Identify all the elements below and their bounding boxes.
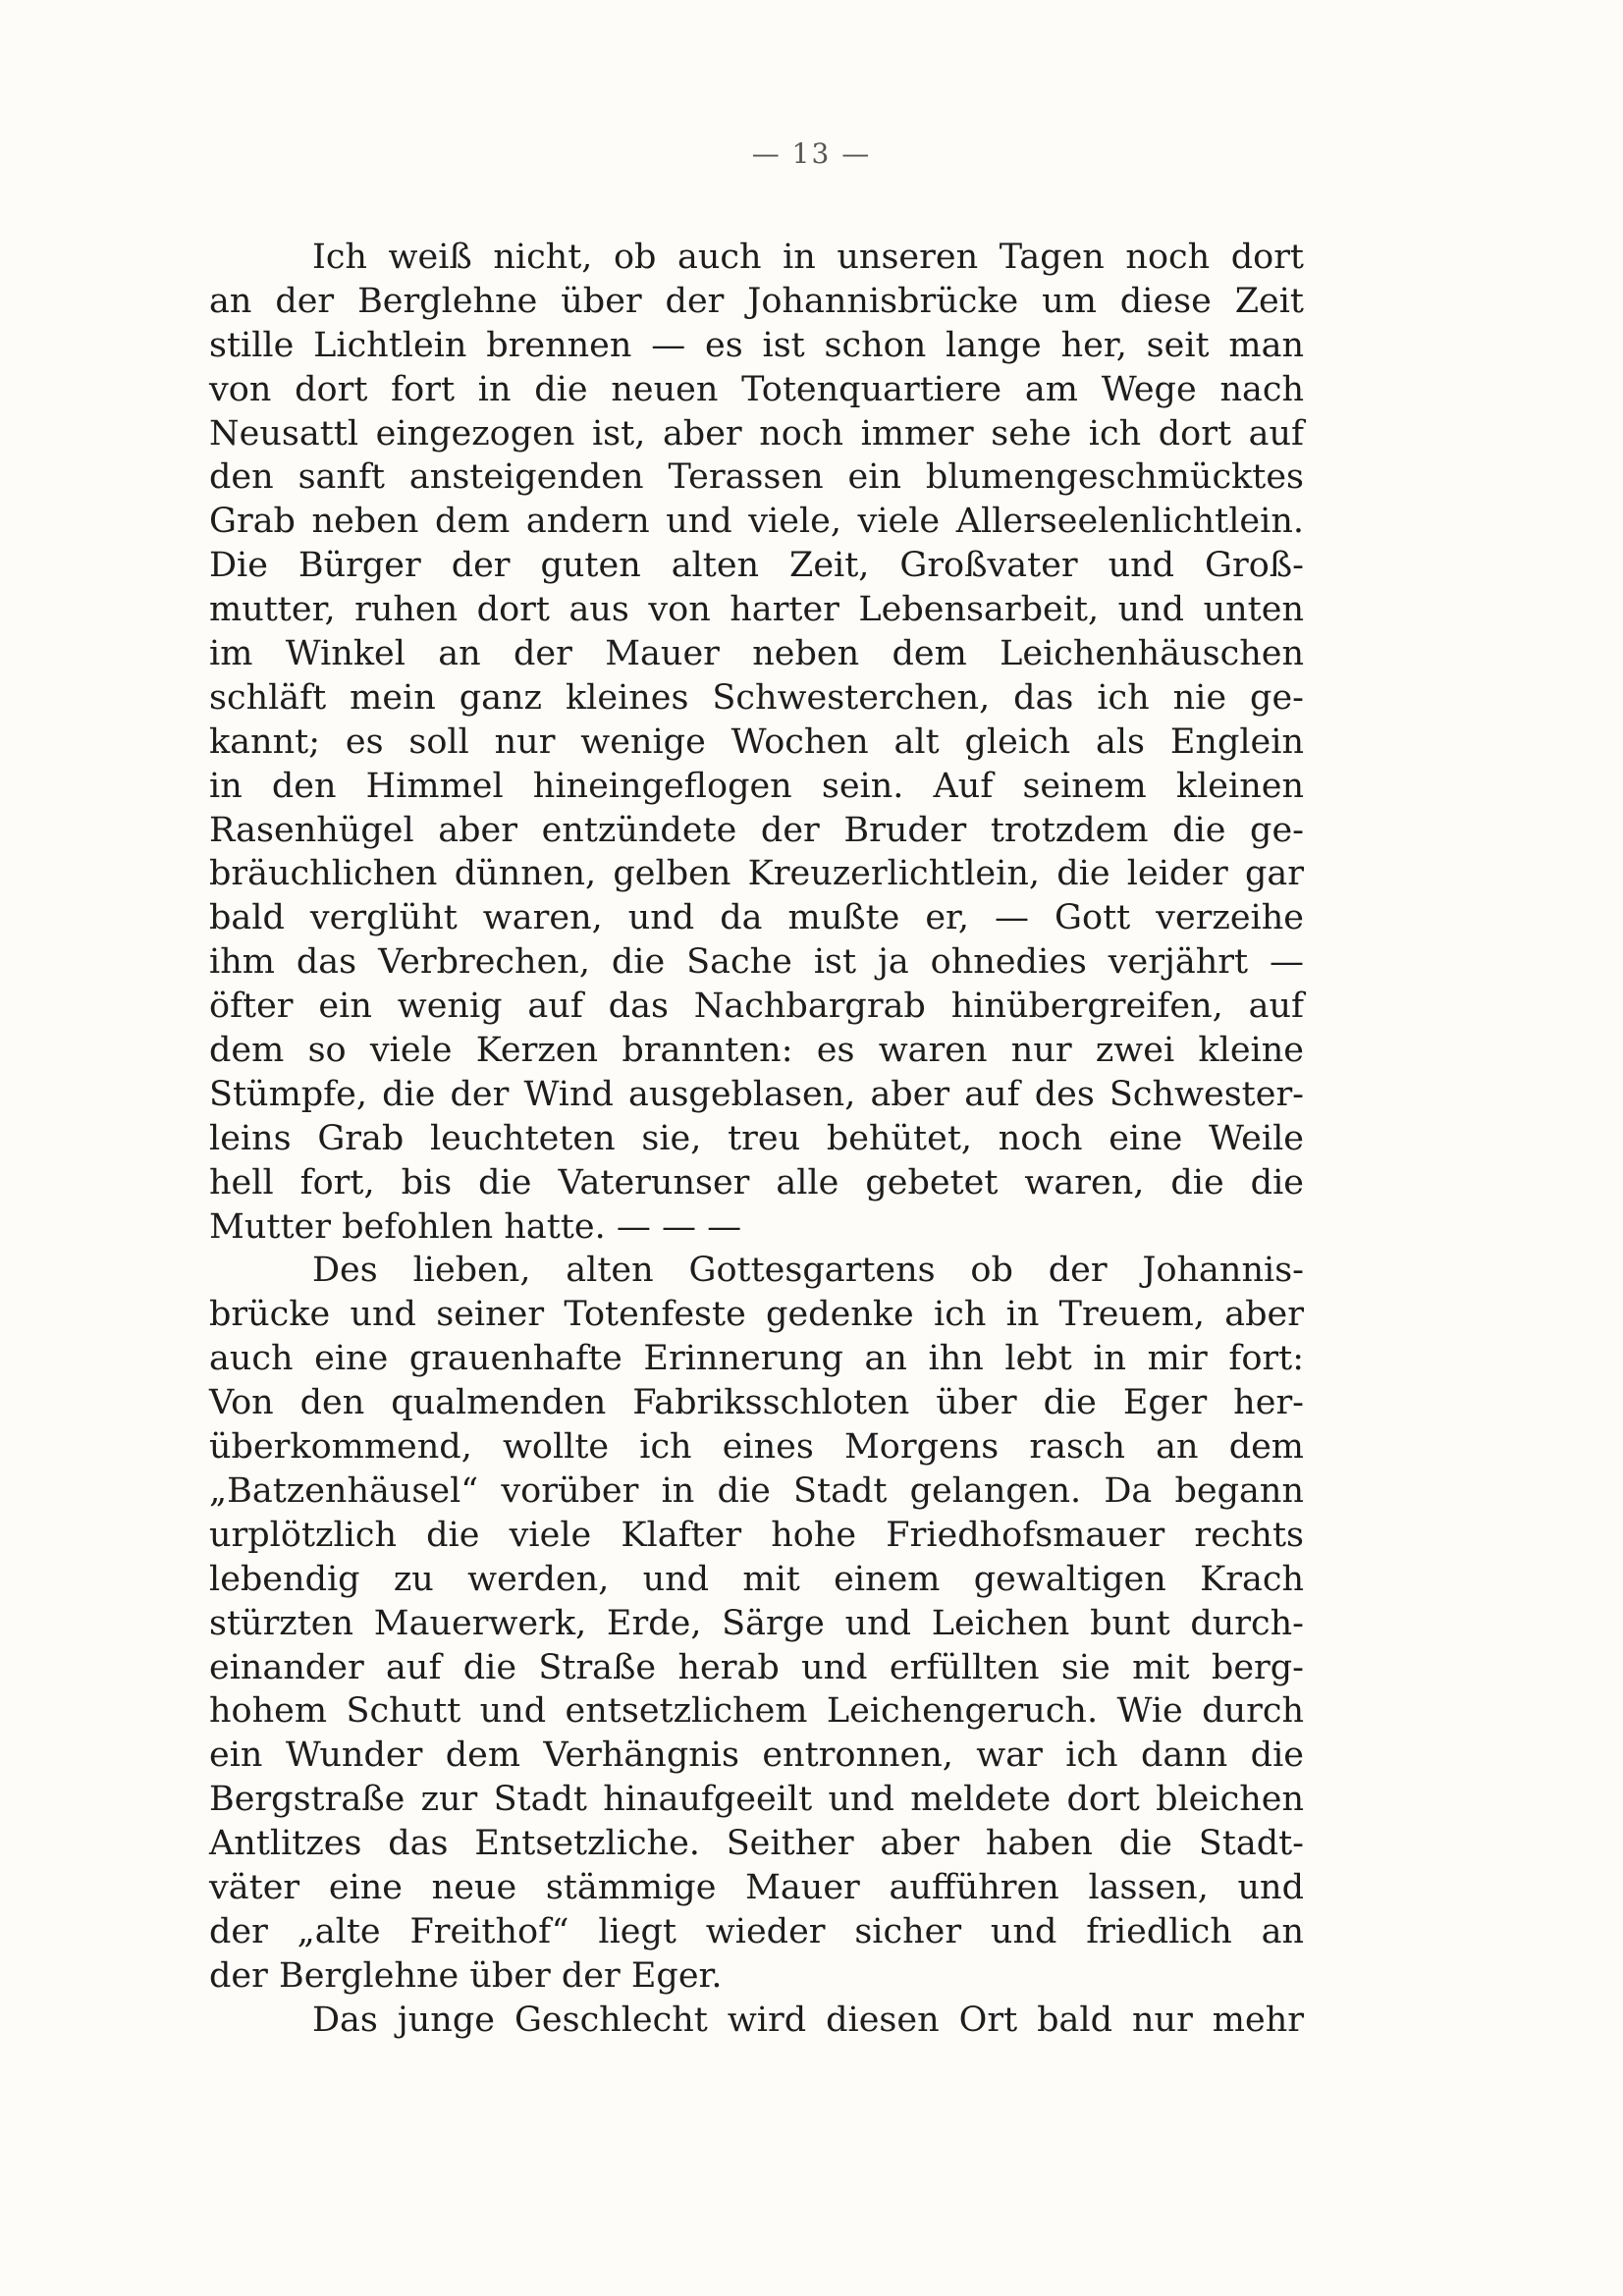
text-line: ihm das Verbrechen, die Sache ist ja ohnedies verjährt — [209, 942, 1304, 983]
text-line: Neusattl eingezogen ist, aber noch immer sehe ich dort auf [209, 413, 1304, 454]
text-line: bräuchlichen dünnen, gelben Kreuzerlichtlein, die leider gar [209, 854, 1304, 894]
text-line: bald verglüht waren, und da mußte er, — Gott verzeihe [209, 898, 1304, 938]
text-line: Ich weiß nicht, ob auch in unseren Tagen noch dort [312, 238, 1304, 277]
text-line: den sanft ansteigenden Terassen ein blumengeschmücktes [209, 457, 1304, 498]
text-line: hohem Schutt und entsetzlichem Leichengeruch. Wie durch [209, 1691, 1304, 1732]
text-line: Des lieben, alten Gottesgartens ob der Johannis- [312, 1251, 1304, 1291]
text-line: väter eine neue stämmige Mauer aufführen lassen, und [209, 1867, 1304, 1907]
text-line: Die Bürger der guten alten Zeit, Großvater und Groß- [209, 546, 1304, 586]
text-line: an der Berglehne über der Johannisbrücke um diese Zeit [209, 281, 1304, 321]
text-line: hell fort, bis die Vaterunser alle gebetet waren, die die [209, 1162, 1304, 1202]
text-line: Das junge Geschlecht wird diesen Ort bald nur mehr [312, 2000, 1304, 2040]
page-number: — 13 — [751, 137, 872, 170]
text-line: Rasenhügel aber entzündete der Bruder trotzdem die ge- [209, 810, 1304, 850]
text-line: dem so viele Kerzen brannten: es waren nur zwei kleine [209, 1031, 1304, 1071]
text-line: leins Grab leuchteten sie, treu behütet, noch eine Weile [209, 1118, 1304, 1158]
text-line: Bergstraße zur Stadt hinaufgeeilt und meldete dort bleichen [209, 1780, 1304, 1820]
text-line: brücke und seiner Totenfeste gedenke ich in Treuem, aber [209, 1295, 1304, 1335]
text-line: der Berglehne über der Eger. [209, 1955, 723, 1996]
text-line: ein Wunder dem Verhängnis entronnen, war ich dann die [209, 1735, 1304, 1776]
text-line: schläft mein ganz kleines Schwesterchen, das ich nie ge- [209, 677, 1304, 718]
text-line: Grab neben dem andern und viele, viele Allerseelenlichtlein. [209, 502, 1304, 542]
text-line: auch eine grauenhafte Erinnerung an ihn lebt in mir fort: [209, 1339, 1304, 1379]
text-line: überkommend, wollte ich eines Morgens rasch an dem [209, 1427, 1304, 1468]
text-line: Antlitzes das Entsetzliche. Seither aber haben die Stadt- [209, 1824, 1304, 1864]
text-line: lebendig zu werden, und mit einem gewaltigen Krach [209, 1559, 1304, 1599]
text-line: der „alte Freithof“ liegt wieder sicher und friedlich an [209, 1911, 1304, 1951]
body-text [209, 236, 1304, 2043]
text-line: stürzten Mauerwerk, Erde, Särge und Leichen bunt durch- [209, 1603, 1304, 1643]
text-line: in den Himmel hineingeflogen sein. Auf seinem kleinen [209, 766, 1304, 806]
text-line: von dort fort in die neuen Totenquartiere am Wege nach [209, 369, 1304, 409]
text-line: öfter ein wenig auf das Nachbargrab hinübergreifen, auf [209, 987, 1304, 1027]
text-line: Stümpfe, die der Wind ausgeblasen, aber auf des Schwester- [209, 1074, 1304, 1114]
text-line: „Batzenhäusel“ vorüber in die Stadt gelangen. Da begann [209, 1470, 1304, 1511]
text-line: kannt; es soll nur wenige Wochen alt gleich als Englein [209, 721, 1304, 762]
text-line: mutter, ruhen dort aus von harter Lebensarbeit, und unten [209, 590, 1304, 630]
text-line: urplötzlich die viele Klafter hohe Friedhofsmauer rechts [209, 1515, 1304, 1555]
text-line: im Winkel an der Mauer neben dem Leichenhäuschen [209, 634, 1304, 674]
text-line: einander auf die Straße herab und erfüllten sie mit berg- [209, 1647, 1304, 1687]
text-line: Mutter befohlen hatte. — — — [209, 1206, 742, 1247]
text-line: Von den qualmenden Fabriksschloten über die Eger her- [209, 1383, 1304, 1423]
text-line: stille Lichtlein brennen — es ist schon lange her, seit man [209, 325, 1304, 365]
